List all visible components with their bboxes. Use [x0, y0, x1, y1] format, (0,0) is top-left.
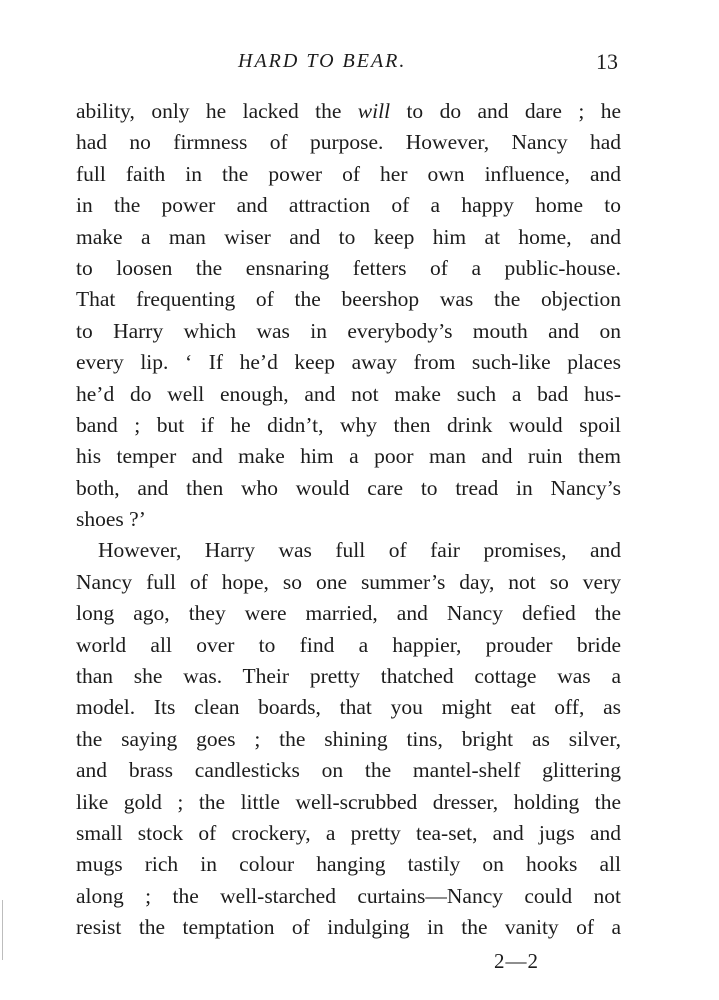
- text-line: mugs rich in colour hanging tastily on hooks all: [76, 852, 621, 877]
- text-line: Nancy full of hope, so one summer’s day, not so very: [76, 569, 621, 594]
- text-line: make a man wiser and to keep him at home, and: [76, 224, 621, 249]
- text-line: ability, only he lacked the will to do and dare ; he: [76, 99, 621, 123]
- page-number: 13: [596, 49, 618, 74]
- body-text: [76, 96, 621, 944]
- text-line: every lip. ‘ If he’d keep away from such-like places: [76, 350, 621, 375]
- text-line: and brass candlesticks on the mantel-shelf glittering: [76, 758, 621, 783]
- text-line: had no firmness of purpose. However, Nancy had: [76, 130, 621, 155]
- text-line: band ; but if he didn’t, why then drink would spoil: [76, 412, 621, 437]
- text-line: the saying goes ; the shining tins, bright as silver,: [76, 726, 621, 751]
- text-line: in the power and attraction of a happy home to: [76, 193, 621, 218]
- italic-emphasis: will: [357, 99, 391, 123]
- signature-mark: 2—2: [494, 949, 539, 973]
- text-line: model. Its clean boards, that you might eat off, as: [76, 695, 621, 720]
- text-line: to Harry which was in everybody’s mouth and on: [76, 318, 621, 343]
- text-line: his temper and make him a poor man and ruin them: [76, 444, 621, 469]
- text-line: along ; the well-starched curtains—Nancy could not: [76, 883, 621, 908]
- text-line: However, Harry was full of fair promises, and: [98, 538, 621, 563]
- text-line: shoes ?’: [76, 507, 146, 532]
- running-title: HARD TO BEAR.: [238, 50, 407, 72]
- text-line: to loosen the ensnaring fetters of a public-house.: [76, 255, 621, 280]
- text-line: he’d do well enough, and not make such a bad hus-: [76, 381, 621, 406]
- text-line: than she was. Their pretty thatched cottage was a: [76, 664, 621, 689]
- text-line: resist the temptation of indulging in the vanity of a: [76, 915, 621, 940]
- text-line: long ago, they were married, and Nancy defied the: [76, 601, 621, 626]
- text-line: like gold ; the little well-scrubbed dresser, holding the: [76, 789, 621, 814]
- text-line: That frequenting of the beershop was the objection: [76, 287, 621, 312]
- page-edge-shadow: [2, 900, 3, 960]
- text-line: small stock of crockery, a pretty tea-set, and jugs and: [76, 820, 621, 845]
- text-line: full faith in the power of her own influence, and: [76, 161, 621, 186]
- text-line: both, and then who would care to tread in Nancy’s: [76, 475, 621, 500]
- text-line: world all over to find a happier, prouder bride: [76, 632, 621, 657]
- running-head: [0, 44, 719, 78]
